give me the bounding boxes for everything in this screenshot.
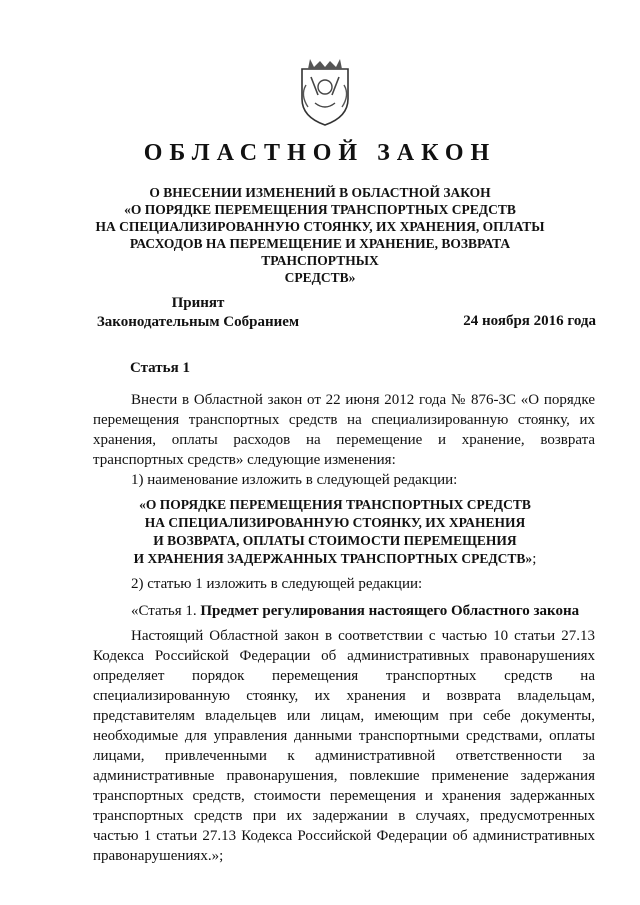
adopted-by: Законодательным Собранием xyxy=(96,314,300,330)
article1-body: Настоящий Областной закон в соответствии с частью 10 статьи 27.13 Кодекса Российской Федерации об административных правонарушениях определяет порядок перемещения транспортных средств на специализированную стоянку, их хранения и возврата владельцам, представителям владельцев или лицам, имеющим при себе документы, необходимые для управления данными транспортными средствами, оплаты лицами, привлеченными к административной ответственности за административные правонарушения, повлекшие применение задержания транспортных средств, стоимости перемещения и хранения задержанных транспортных средств при их задержании в случаях, предусмотренных частью 1 статьи 27.13 Кодекса Российской Федерации об административных правонарушениях.»; xyxy=(93,628,595,864)
subtitle-line: «О ПОРЯДКЕ ПЕРЕМЕЩЕНИЯ ТРАНСПОРТНЫХ СРЕДСТВ xyxy=(124,202,516,217)
subtitle-line: СРЕДСТВ» xyxy=(284,270,356,285)
subtitle-line: РАСХОДОВ НА ПЕРЕМЕЩЕНИЕ И ХРАНЕНИЕ, ВОЗВРАТА ТРАНСПОРТНЫХ xyxy=(129,236,511,268)
new-title-tail: ; xyxy=(532,551,537,567)
subtitle-line: О ВНЕСЕНИИ ИЗМЕНЕНИЙ В ОБЛАСТНОЙ ЗАКОН xyxy=(149,185,491,200)
law-title: ОБЛАСТНОЙ ЗАКОН xyxy=(143,140,497,166)
coat-of-arms-icon xyxy=(298,55,352,127)
adopted-label: Принят xyxy=(171,295,225,311)
intro-paragraph: Внести в Областной закон от 22 июня 2012 года № 876-ЗС «О порядке перемещения транспортных средств на специализированную стоянку, их хранения, оплаты расходов на перемещение и хранение, возврата транспортных средств» следующие изменения: xyxy=(93,392,595,468)
article1-prefix: «Статья 1. xyxy=(131,603,197,619)
new-law-title xyxy=(95,496,575,568)
new-title-last: И ХРАНЕНИЯ ЗАДЕРЖАННЫХ ТРАНСПОРТНЫХ СРЕДСТВ» xyxy=(133,551,533,566)
new-title-line: И ВОЗВРАТА, ОПЛАТЫ СТОИМОСТИ ПЕРЕМЕЩЕНИЯ xyxy=(153,533,517,548)
new-title-line: «О ПОРЯДКЕ ПЕРЕМЕЩЕНИЯ ТРАНСПОРТНЫХ СРЕДСТВ xyxy=(139,497,531,512)
item-2: 2) статью 1 изложить в следующей редакции: xyxy=(131,576,423,592)
law-subtitle xyxy=(80,184,560,286)
item-1: 1) наименование изложить в следующей редакции: xyxy=(131,472,458,488)
adopted-date: 24 ноября 2016 года xyxy=(463,313,596,329)
article1-heading xyxy=(131,601,579,621)
adopted-block xyxy=(93,294,303,332)
new-title-line: НА СПЕЦИАЛИЗИРОВАННУЮ СТОЯНКУ, ИХ ХРАНЕНИЯ xyxy=(144,515,526,530)
subtitle-line: НА СПЕЦИАЛИЗИРОВАННУЮ СТОЯНКУ, ИХ ХРАНЕНИЯ, ОПЛАТЫ xyxy=(95,219,545,234)
article-heading: Статья 1 xyxy=(130,360,190,376)
new-title-line xyxy=(95,550,575,568)
article1-title: Предмет регулирования настоящего Областного закона xyxy=(200,603,580,619)
